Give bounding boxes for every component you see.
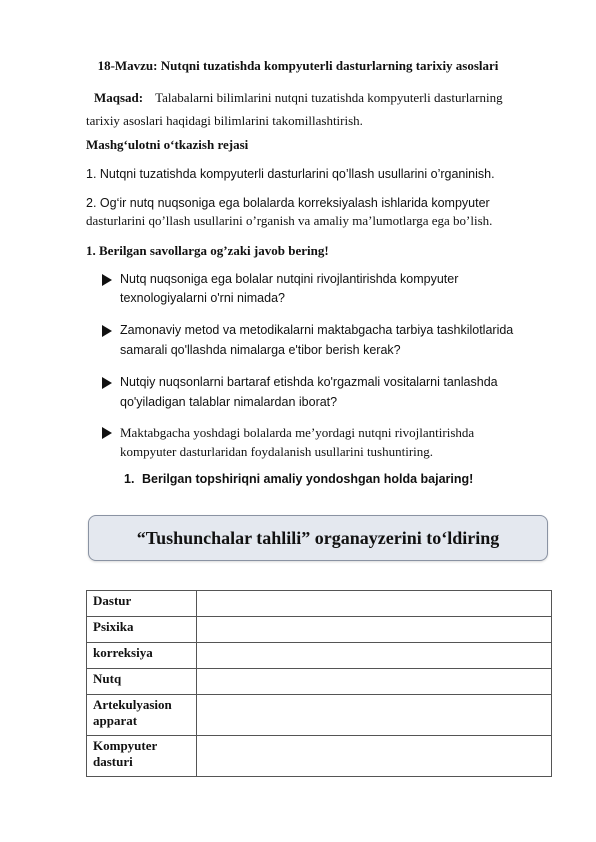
bullet-arrow-icon	[102, 377, 112, 389]
term-label: Psixika	[93, 619, 134, 634]
maqsad-line	[94, 90, 503, 106]
definition-cell[interactable]	[197, 695, 552, 736]
question-1-line2: texnologiyalarni o'rni nimada?	[120, 291, 285, 305]
plan-heading: Mashg‘ulotni o‘tkazish rejasi	[86, 137, 249, 152]
definition-cell[interactable]	[197, 736, 552, 777]
maqsad-text-line2: tarixiy asoslari haqidagi bilimlarini takomillashtirish.	[86, 113, 363, 128]
question-2-line2: samarali qo'llashda nimalarga e'tibor berish kerak?	[120, 343, 401, 357]
term-label: Artekulyasion	[93, 697, 172, 712]
question-4-line2: kompyuter dasturlaridan foydalanish usullarini tushuntiring.	[120, 444, 434, 459]
term-label: Dastur	[93, 593, 132, 608]
maqsad-text-line1: Talabalarni bilimlarini nutqni tuzatishda kompyuterli dasturlarning	[155, 90, 503, 105]
plan-item-2-line1: 2. Og‘ir nutq nuqsoniga ega bolalarda korreksiyalash ishlarida kompyuter	[86, 196, 490, 210]
question-3-line2: qo'yiladigan talablar nimalardan iborat?	[120, 395, 338, 409]
definition-cell[interactable]	[197, 643, 552, 669]
task1-heading: 1. Berilgan savollarga og’zaki javob bering!	[86, 243, 329, 258]
organizer-banner	[88, 515, 548, 561]
term-cell	[87, 591, 197, 617]
term-cell	[87, 669, 197, 695]
question-3-line1: Nutqiy nuqsonlarni bartaraf etishda ko'rgazmali vositalarni tanlashda	[120, 375, 498, 389]
question-1-line1: Nutq nuqsoniga ega bolalar nutqini rivojlantirishda kompyuter	[120, 272, 459, 286]
term-cell	[87, 695, 197, 736]
term-label-line2: apparat	[93, 713, 138, 728]
term-cell	[87, 617, 197, 643]
definition-cell[interactable]	[197, 591, 552, 617]
question-4-line1: Maktabgacha yoshdagi bolalarda me’yordagi nutqni rivojlantirishda	[120, 425, 475, 440]
definition-cell[interactable]	[197, 669, 552, 695]
table-row	[87, 736, 552, 777]
term-label: korreksiya	[93, 645, 153, 660]
task2-number: 1.	[124, 472, 135, 486]
plan-item-1: 1. Nutqni tuzatishda kompyuterli dasturlarini qo’llash usullarini o’rganinish.	[86, 167, 495, 181]
term-label-line2: dasturi	[93, 754, 133, 769]
table-row	[87, 591, 552, 617]
plan-item-2-line2: dasturlarini qo’llash usullarini o’rganish va amaliy ma’lumotlarga ega bo’lish.	[86, 213, 493, 228]
term-cell	[87, 643, 197, 669]
definition-cell[interactable]	[197, 617, 552, 643]
term-cell	[87, 736, 197, 777]
table-row	[87, 643, 552, 669]
bullet-arrow-icon	[102, 427, 112, 439]
table-row	[87, 617, 552, 643]
task2-heading: Berilgan topshiriqni amaliy yondoshgan holda bajaring!	[142, 472, 474, 486]
term-label: Nutq	[93, 671, 122, 686]
bullet-arrow-icon	[102, 325, 112, 337]
table-row	[87, 669, 552, 695]
organizer-title: “Tushunchalar tahlili” organayzerini to‘ldiring	[136, 528, 500, 548]
term-label: Kompyuter	[93, 738, 158, 753]
maqsad-label: Maqsad:	[94, 90, 144, 105]
page-title: 18-Mavzu: Nutqni tuzatishda kompyuterli dasturlarning tarixiy asoslari	[97, 58, 499, 73]
table-row	[87, 695, 552, 736]
concepts-table	[86, 590, 552, 777]
bullet-arrow-icon	[102, 274, 112, 286]
question-2-line1: Zamonaviy metod va metodikalarni maktabgacha tarbiya tashkilotlarida	[120, 323, 514, 337]
